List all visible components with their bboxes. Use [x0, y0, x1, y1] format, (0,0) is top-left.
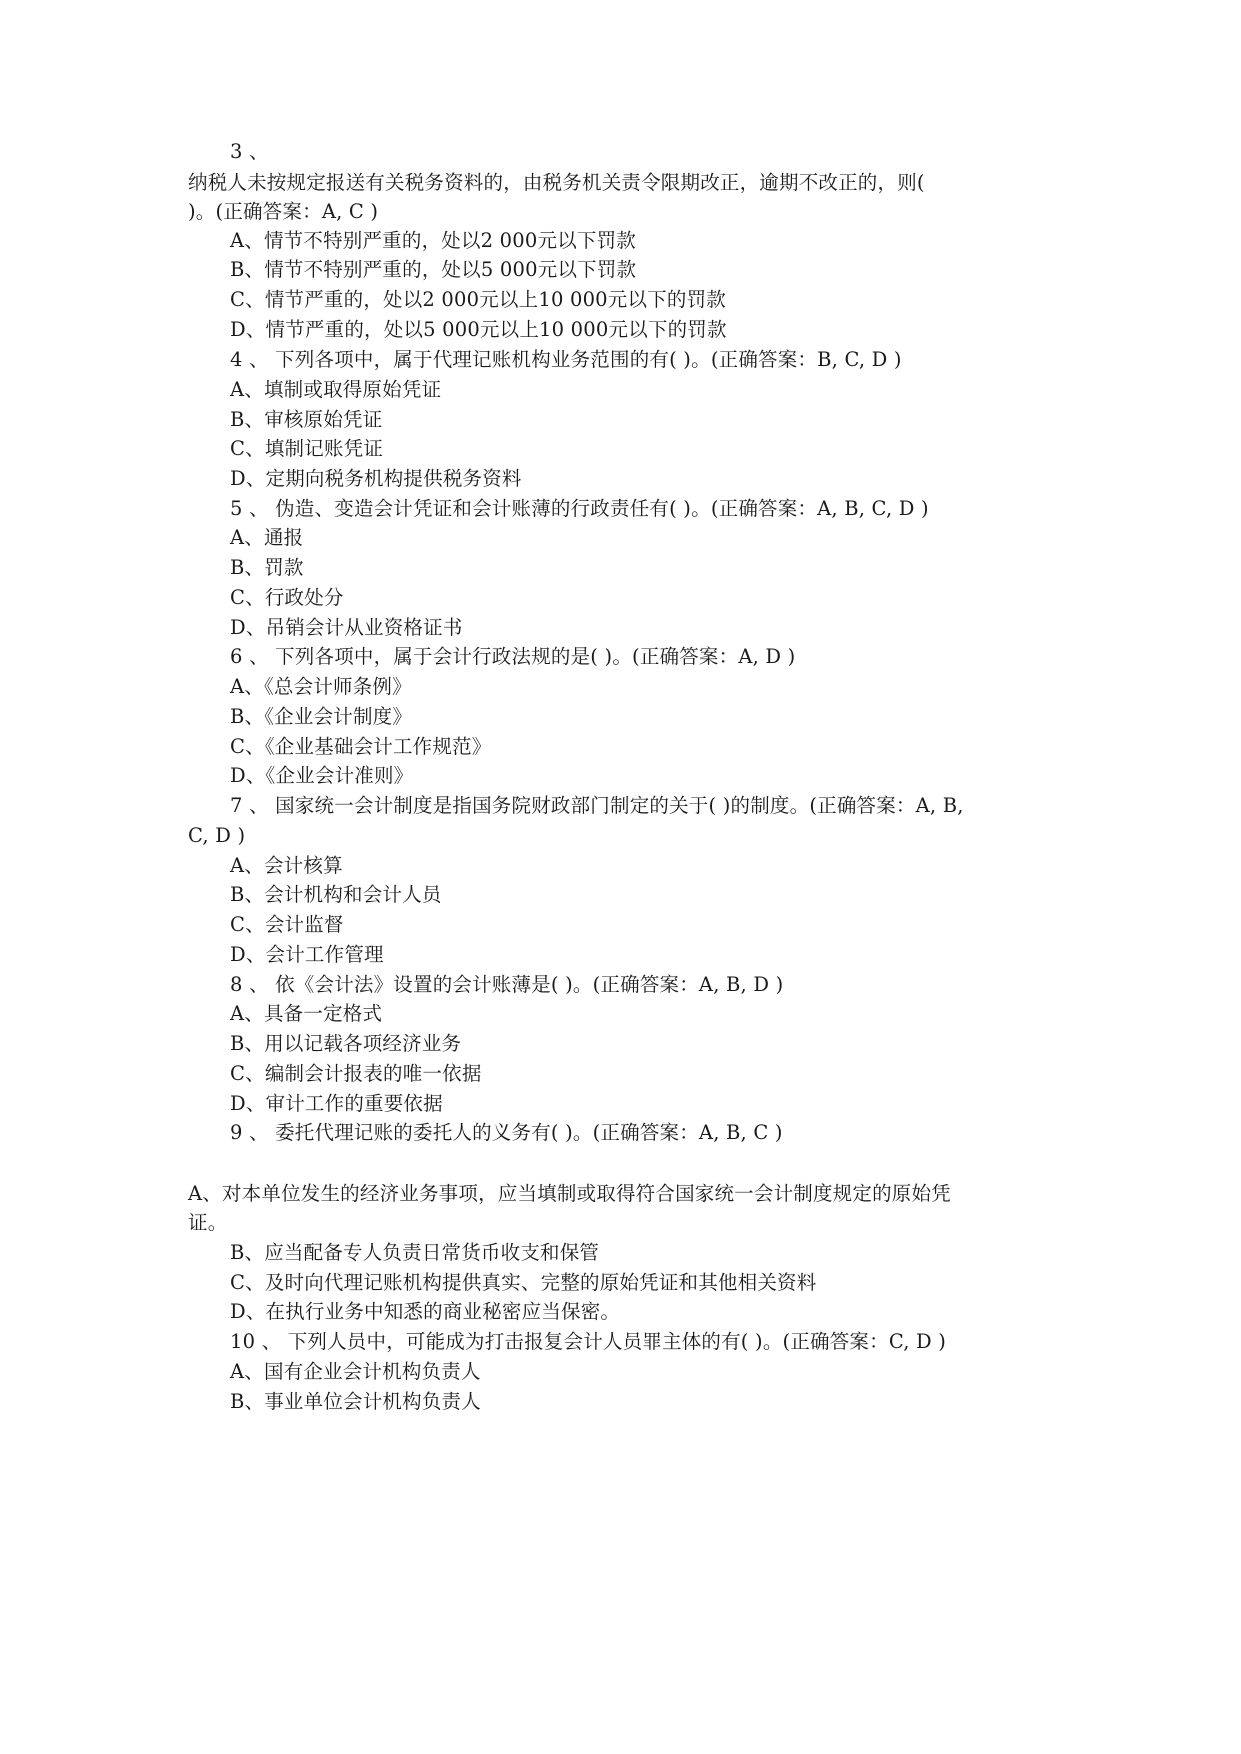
question-10-stem: 10 、 下列人员中，可能成为打击报复会计人员罪主体的有( )。(正确答案：C, D ) [230, 1330, 947, 1353]
question-4-option-a: A、填制或取得原始凭证 [230, 378, 442, 401]
question-9-option-a-line-2: 证。 [188, 1211, 228, 1234]
question-3-option-d: D、情节严重的，处以5 000元以上10 000元以下的罚款 [230, 318, 727, 341]
question-9-option-c: C、及时向代理记账机构提供真实、完整的原始凭证和其他相关资料 [230, 1271, 817, 1294]
question-4-option-c: C、填制记账凭证 [230, 437, 384, 460]
question-10-option-b: B、事业单位会计机构负责人 [230, 1390, 481, 1413]
question-6-stem: 6 、 下列各项中，属于会计行政法规的是( )。(正确答案：A, D ) [230, 645, 796, 668]
question-8-stem: 8 、 依《会计法》设置的会计账薄是( )。(正确答案：A, B, D ) [230, 973, 784, 996]
question-7-option-a: A、会计核算 [230, 854, 343, 877]
question-8-option-b: B、用以记载各项经济业务 [230, 1032, 462, 1055]
question-6-option-b: B、《企业会计制度》 [230, 705, 413, 728]
question-5-option-b: B、罚款 [230, 556, 304, 579]
question-6-option-a: A、《总会计师条例》 [230, 675, 412, 698]
question-4-option-b: B、审核原始凭证 [230, 408, 383, 431]
question-7-option-b: B、会计机构和会计人员 [230, 883, 442, 906]
question-9-option-a-line-1: A、对本单位发生的经济业务事项，应当填制或取得符合国家统一会计制度规定的原始凭 [188, 1182, 951, 1205]
question-7-stem-line-1: 7 、 国家统一会计制度是指国务院财政部门制定的关于( )的制度。(正确答案：A, B, [230, 794, 964, 817]
question-7-stem-line-2: C, D ) [188, 824, 246, 847]
question-8-option-a: A、具备一定格式 [230, 1002, 383, 1025]
question-9-option-b: B、应当配备专人负责日常货币收支和保管 [230, 1241, 600, 1264]
question-4-stem: 4 、 下列各项中，属于代理记账机构业务范围的有( )。(正确答案：B, C, D ) [230, 348, 902, 371]
question-7-option-d: D、会计工作管理 [230, 943, 384, 966]
question-3-stem-line-1: 纳税人未按规定报送有关税务资料的，由税务机关责令限期改正，逾期不改正的，则( [188, 171, 925, 194]
question-7-option-c: C、会计监督 [230, 913, 344, 936]
question-8-option-c: C、编制会计报表的唯一依据 [230, 1062, 482, 1085]
question-9-option-d: D、在执行业务中知悉的商业秘密应当保密。 [230, 1300, 621, 1323]
question-5-option-c: C、行政处分 [230, 586, 344, 609]
question-3-number: 3 、 [230, 140, 269, 163]
question-3-option-c: C、情节严重的，处以2 000元以上10 000元以下的罚款 [230, 288, 726, 311]
question-3-option-b: B、情节不特别严重的，处以5 000元以下罚款 [230, 258, 637, 281]
question-3-option-a: A、情节不特别严重的，处以2 000元以下罚款 [230, 229, 637, 252]
question-9-stem: 9 、 委托代理记账的委托人的义务有( )。(正确答案：A, B, C ) [230, 1121, 783, 1144]
question-8-option-d: D、审计工作的重要依据 [230, 1092, 443, 1115]
question-5-option-d: D、吊销会计从业资格证书 [230, 616, 463, 639]
question-5-option-a: A、通报 [230, 526, 304, 549]
question-10-option-a: A、国有企业会计机构负责人 [230, 1360, 481, 1383]
question-6-option-c: C、《企业基础会计工作规范》 [230, 735, 492, 758]
question-5-stem: 5 、 伪造、变造会计凭证和会计账薄的行政责任有( )。(正确答案：A, B, C, D ) [230, 497, 929, 520]
question-3-stem-line-2: )。(正确答案：A, C ) [188, 200, 379, 223]
question-4-option-d: D、定期向税务机构提供税务资料 [230, 467, 522, 490]
question-6-option-d: D、《企业会计准则》 [230, 764, 414, 787]
